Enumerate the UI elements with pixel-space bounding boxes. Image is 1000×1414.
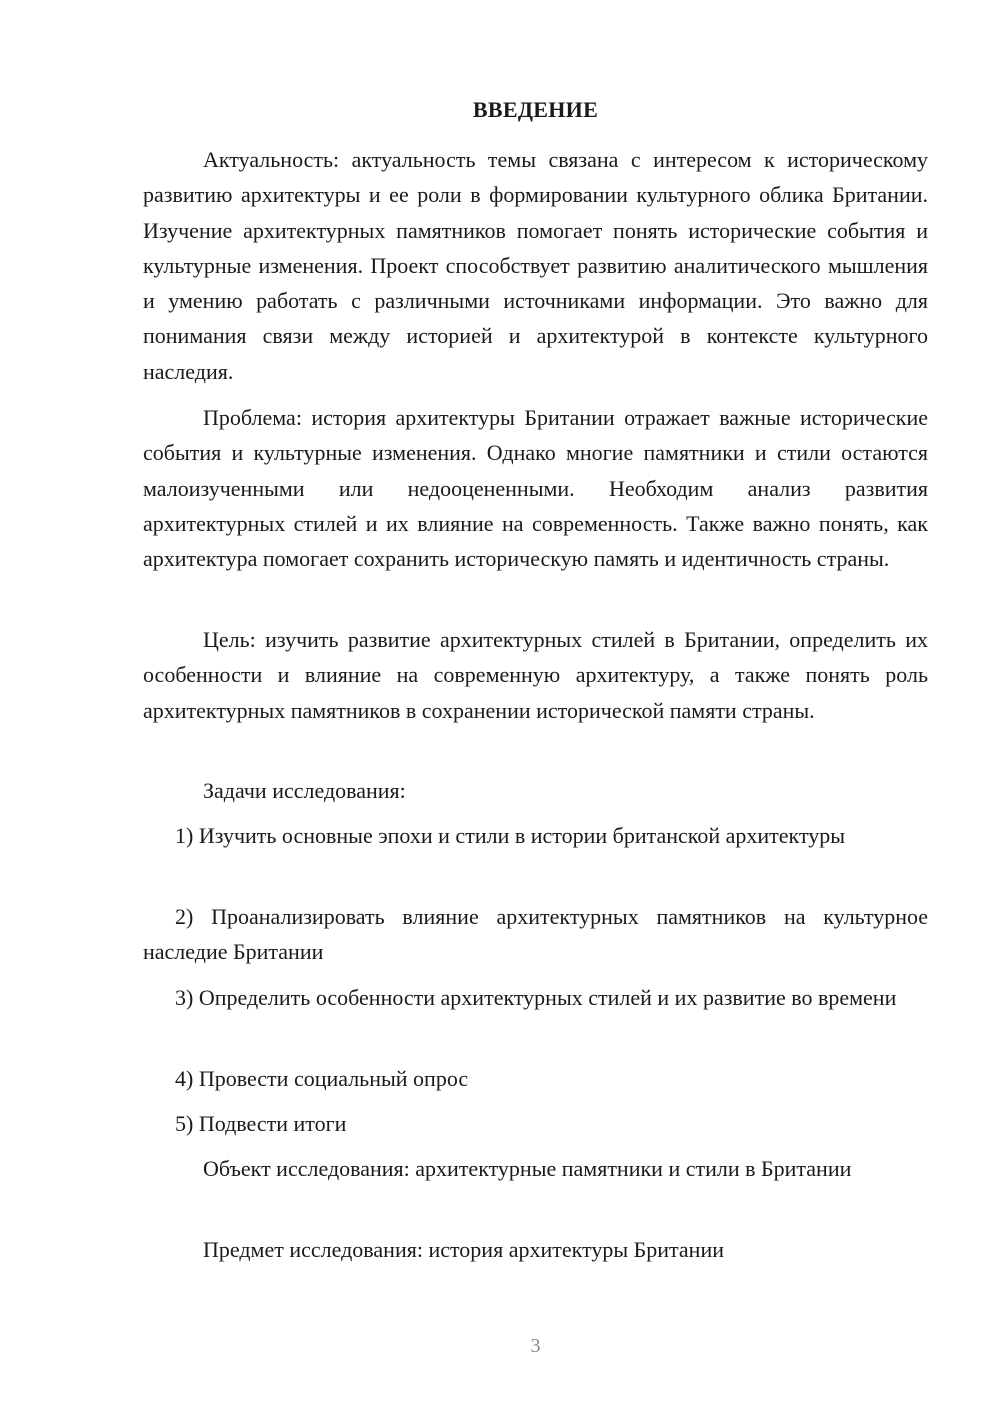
paragraph-object: Объект исследования: архитектурные памятники и стили в Британии bbox=[203, 1156, 852, 1181]
page-number: 3 bbox=[530, 1335, 541, 1357]
task-item-3: 3) Определить особенности архитектурных стилей и их развитие во времени bbox=[175, 985, 897, 1010]
paragraph-goal: Цель: изучить развитие архитектурных стилей в Британии, определить их особенности и влияние на современную архитектуру, а также понять роль архитектурных памятников в сохранении исторической памяти страны. bbox=[143, 627, 928, 723]
task-item-4: 4) Провести социальный опрос bbox=[175, 1066, 469, 1091]
task-item-2: 2) Проанализировать влияние архитектурных памятников на культурное наследие Британии bbox=[143, 904, 928, 965]
section-title: ВВЕДЕНИЕ bbox=[472, 97, 599, 122]
paragraph-subject: Предмет исследования: история архитектуры Британии bbox=[203, 1237, 724, 1262]
paragraph-problem: Проблема: история архитектуры Британии отражает важные исторические события и культурные изменения. Однако многие памятники и стили остаются малоизученными или недооцененными. Необходим анализ развития архитектурных стилей и их влияние на современность. Также важно понять, как архитектура помогает сохранить историческую память и идентичность страны. bbox=[143, 405, 928, 572]
task-item-5: 5) Подвести итоги bbox=[175, 1111, 347, 1136]
document-page bbox=[143, 0, 928, 1414]
task-item-1: 1) Изучить основные эпохи и стили в истории британской архитектуры bbox=[175, 823, 846, 848]
tasks-heading: Задачи исследования: bbox=[203, 778, 406, 803]
paragraph-relevance: Актуальность: актуальность темы связана с интересом к историческому развитию архитектуры и ее роли в формировании культурного облика Британии. Изучение архитектурных памятников помогает понять исторические события и культурные изменения. Проект способствует развитию аналитического мышления и умению работать с различными источниками информации. Это важно для понимания связи между историей и архитектурой в контексте культурного наследия. bbox=[143, 147, 928, 384]
